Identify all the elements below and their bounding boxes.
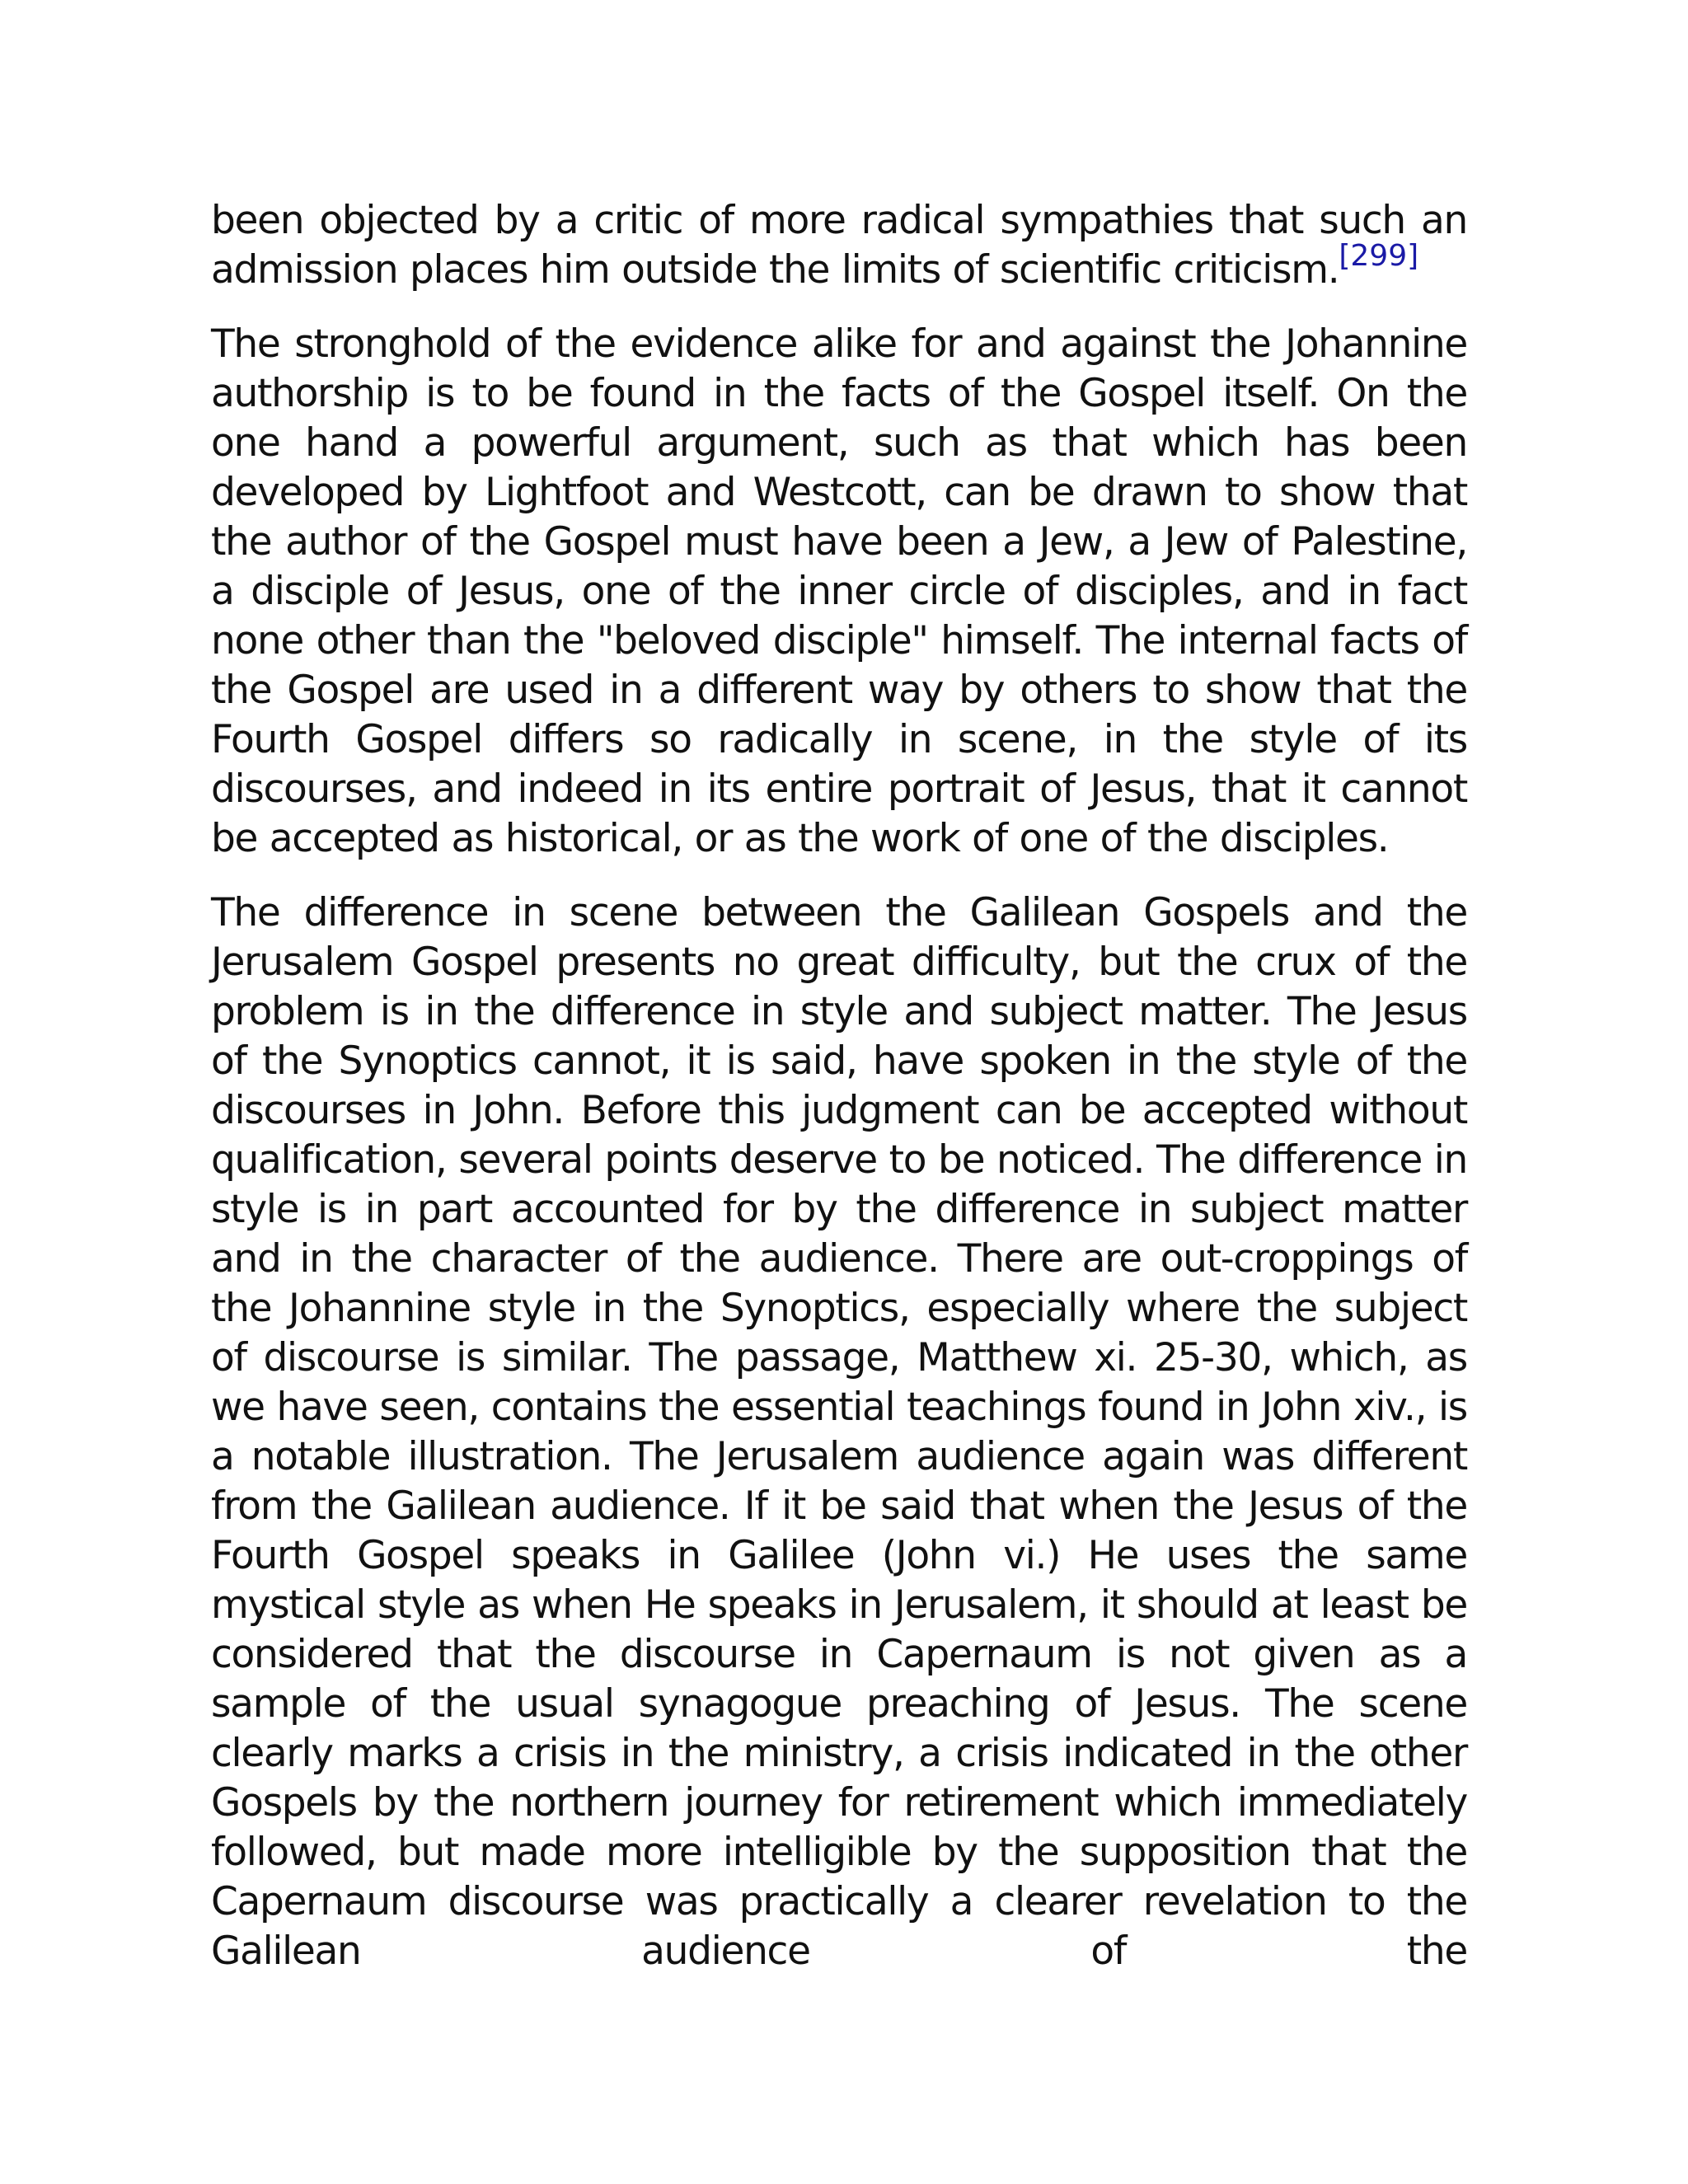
paragraph-1 — [211, 196, 1467, 295]
footnote-link-299[interactable]: [299] — [1339, 239, 1419, 274]
paragraph-2: The stronghold of the evidence alike for and against the Johannine authorship is to be found in the facts of the Gospel itself. On the one hand a powerful argument, such as that which has been developed by Lightfoot and Westcott, can be drawn to show that the author of the Gospel must have been a Jew, a Jew of Palestine, a disciple of Jesus, one of the inner circle of disciples, and in fact none other than the "beloved disciple" himself. The internal facts of the Gospel are used in a different way by others to show that the Fourth Gospel differs so radically in scene, in the style of its discourses, and indeed in its entire portrait of Jesus, that it cannot be accepted as historical, or as the work of one of the disciples. — [211, 321, 1467, 861]
document-page — [211, 196, 1467, 2001]
paragraph-3: The difference in scene between the Galilean Gospels and the Jerusalem Gospel presents no great difficulty, but the crux of the problem is in the difference in style and subject matter. The Jesus of the Synoptics cannot, it is said, have spoken in the style of the discourses in John. Before this judgment can be accepted without qualification, several points deserve to be noticed. The difference in style is in part accounted for by the difference in subject matter and in the character of the audience. There are out-croppings of the Johannine style in the Synoptics, especially where the subject of discourse is similar. The passage, Matthew xi. 25-30, which, as we have seen, contains the essential teachings found in John xiv., is a notable illustration. The Jerusalem audience again was different from the Galilean audience. If it be said that when the Jesus of the Fourth Gospel speaks in Galilee (John vi.) He uses the same mystical style as when He speaks in Jerusalem, it should at least be considered that the discourse in Capernaum is not given as a sample of the usual synagogue preaching of Jesus. The scene clearly marks a crisis in the ministry, a crisis indicated in the other Gospels by the northern journey for retirement which immediately followed, but made more intelligible by the supposition that the Capernaum discourse was practically a clearer revelation to the Galilean audience of the — [211, 890, 1467, 1974]
paragraph-1-text: been objected by a critic of more radical sympathies that such an admission places him outside the limits of scientific criticism. — [211, 198, 1467, 293]
